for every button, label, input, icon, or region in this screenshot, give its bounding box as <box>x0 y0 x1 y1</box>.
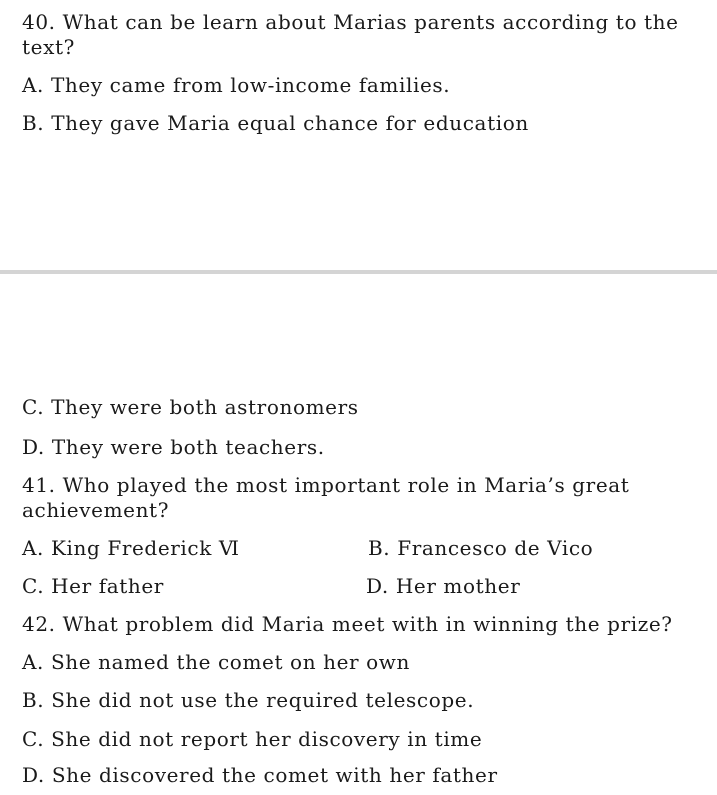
q42-option-c: C. She did not report her discovery in time <box>22 727 483 751</box>
q40-option-c: C. They were both astronomers <box>22 395 359 419</box>
page-bottom <box>0 274 717 795</box>
q42-option-a: A. She named the comet on her own <box>22 650 411 674</box>
question-42: 42. What problem did Maria meet with in winning the prize? <box>22 612 673 636</box>
q40-option-b: B. They gave Maria equal chance for education <box>22 111 529 135</box>
question-41: 41. Who played the most important role in Maria’s great achievement? <box>22 473 630 522</box>
q41-option-d: D. Her mother <box>366 574 521 598</box>
q41-option-b: B. Francesco de Vico <box>368 536 594 560</box>
q42-option-b: B. She did not use the required telescope. <box>22 688 475 712</box>
question-40: 40. What can be learn about Marias parents according to the text? <box>22 10 679 59</box>
q40-option-d: D. They were both teachers. <box>22 435 325 459</box>
q41-option-a: A. King Frederick Ⅵ <box>22 536 240 560</box>
q40-option-a: A. They came from low-income families. <box>22 73 451 97</box>
page-top <box>0 0 717 270</box>
q41-option-c: C. Her father <box>22 574 164 598</box>
q42-option-d: D. She discovered the comet with her father <box>22 763 498 787</box>
